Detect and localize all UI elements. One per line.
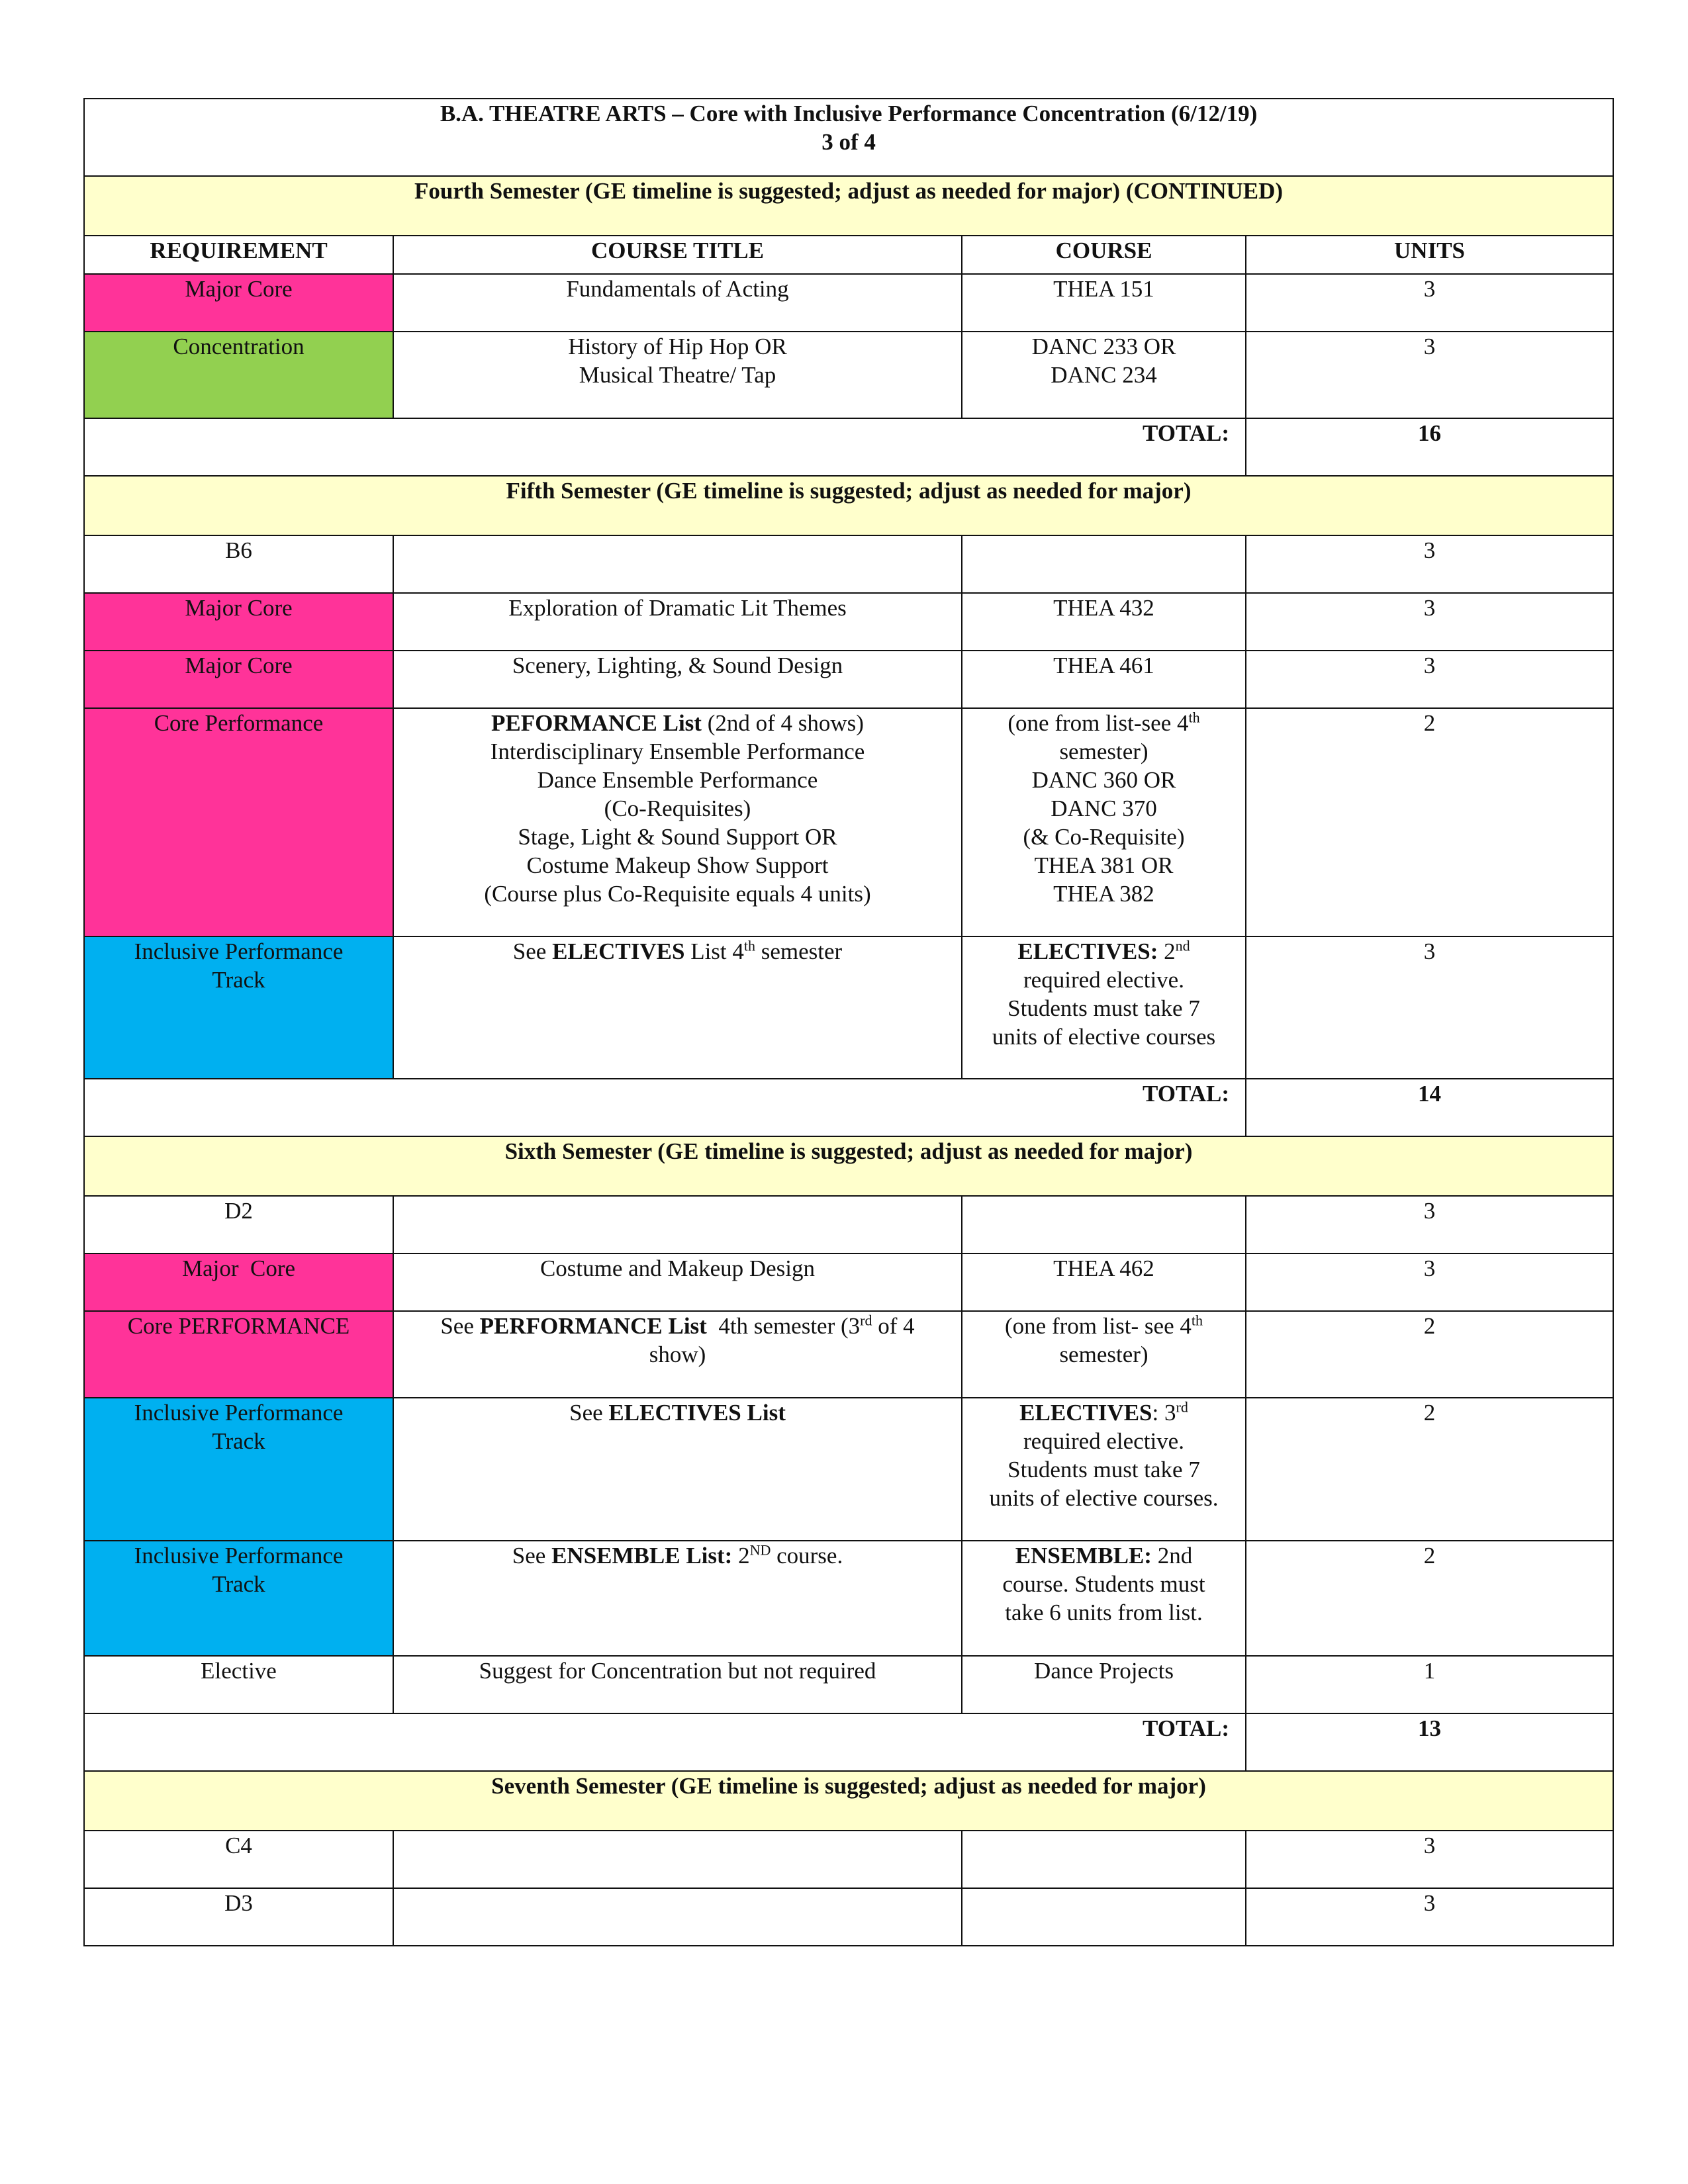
course-title-bold: ELECTIVES List — [608, 1400, 786, 1426]
course-title-bold: PEFORMANCE List — [491, 710, 702, 736]
course-cell: THEA 151 — [962, 274, 1246, 332]
table-row — [84, 1831, 1613, 1888]
course-cell: THEA 432 — [962, 593, 1246, 651]
page-number: 3 of 4 — [821, 129, 876, 155]
requirement-cell: Major Core — [84, 593, 393, 651]
units-cell: 3 — [1246, 535, 1613, 593]
course-title-cell — [393, 1888, 962, 1946]
course-title-end: course. — [771, 1543, 843, 1569]
course-cell — [962, 1398, 1246, 1541]
semester-heading: Seventh Semester (GE timeline is suggested; adjust as needed for major) — [84, 1771, 1613, 1831]
course-title-bold: PERFORMANCE List — [479, 1313, 707, 1339]
total-value: 16 — [1246, 418, 1613, 476]
requirement-text: Inclusive Performance Track — [134, 1400, 344, 1454]
course-title-bold: ENSEMBLE List: — [551, 1543, 733, 1569]
total-row — [84, 1713, 1613, 1771]
course-title-end: semester — [755, 938, 843, 964]
table-row — [84, 1398, 1613, 1541]
requirement-cell: B6 — [84, 535, 393, 593]
course-prefix: (one from list-see 4 — [1008, 710, 1189, 736]
table-row — [84, 651, 1613, 708]
course-cell — [962, 1311, 1246, 1398]
table-row — [84, 936, 1613, 1079]
course-prefix: (one from list- see 4 — [1005, 1313, 1192, 1339]
units-cell: 3 — [1246, 1253, 1613, 1311]
course-title-cell — [393, 936, 962, 1079]
requirement-cell: C4 — [84, 1831, 393, 1888]
course-prefix: : 3 — [1152, 1400, 1176, 1426]
course-cell — [962, 1831, 1246, 1888]
course-title-superscript: th — [743, 937, 756, 954]
units-cell: 3 — [1246, 651, 1613, 708]
course-title-cell — [393, 1541, 962, 1656]
course-title-cell: Scenery, Lighting, & Sound Design — [393, 651, 962, 708]
table-row — [84, 274, 1613, 332]
requirement-cell: Major Core — [84, 651, 393, 708]
course-cell: Dance Projects — [962, 1656, 1246, 1713]
course-cell — [962, 708, 1246, 936]
document-title-cell — [84, 99, 1613, 176]
semester-heading: Fifth Semester (GE timeline is suggested; adjust as needed for major) — [84, 476, 1613, 535]
requirement-text: Inclusive Performance Track — [134, 1543, 344, 1597]
course-cell: THEA 461 — [962, 651, 1246, 708]
course-title-cell: Suggest for Concentration but not required — [393, 1656, 962, 1713]
requirement-cell: Elective — [84, 1656, 393, 1713]
course-cell — [962, 936, 1246, 1079]
course-cell — [962, 535, 1246, 593]
course-title-cell: Costume and Makeup Design — [393, 1253, 962, 1311]
column-header-row — [84, 236, 1613, 274]
total-row — [84, 1079, 1613, 1136]
units-cell: 3 — [1246, 332, 1613, 418]
units-cell: 3 — [1246, 936, 1613, 1079]
course-title-middle: 4th semester (3 — [706, 1313, 861, 1339]
course-superscript: th — [1191, 1312, 1203, 1329]
course-title-first-line — [402, 1312, 953, 1340]
total-label: TOTAL: — [84, 1079, 1246, 1136]
course-title-superscript: ND — [749, 1541, 771, 1559]
course-title-prefix: See — [512, 1543, 552, 1569]
course-first-line — [970, 1398, 1237, 1427]
course-cell — [962, 1541, 1246, 1656]
course-first-line — [970, 1541, 1237, 1570]
units-cell: 2 — [1246, 1311, 1613, 1398]
requirement-cell: Core PERFORMANCE — [84, 1311, 393, 1398]
total-row — [84, 418, 1613, 476]
course-title-middle: List 4 — [684, 938, 744, 964]
semester-heading-row — [84, 1771, 1613, 1831]
course-text: DANC 233 OR DANC 234 — [1031, 334, 1176, 388]
semester-heading-row — [84, 476, 1613, 535]
table-row — [84, 1888, 1613, 1946]
total-label: TOTAL: — [84, 1713, 1246, 1771]
header-units: UNITS — [1246, 236, 1613, 274]
course-title-cell: Exploration of Dramatic Lit Themes — [393, 593, 962, 651]
course-title-superscript: rd — [860, 1312, 872, 1329]
table-row — [84, 1656, 1613, 1713]
curriculum-table — [83, 98, 1614, 1946]
units-cell: 2 — [1246, 1541, 1613, 1656]
header-requirement: REQUIREMENT — [84, 236, 393, 274]
table-row — [84, 1196, 1613, 1253]
table-row — [84, 1541, 1613, 1656]
course-title-prefix: See — [569, 1400, 609, 1426]
requirement-cell — [84, 1398, 393, 1541]
course-rest: course. Students must take 6 units from list. — [1002, 1571, 1205, 1625]
total-value: 14 — [1246, 1079, 1613, 1136]
course-superscript: th — [1188, 709, 1200, 726]
requirement-text: Inclusive Performance Track — [134, 938, 344, 993]
course-prefix: 2 — [1158, 938, 1176, 964]
table-row — [84, 593, 1613, 651]
table-row — [84, 332, 1613, 418]
header-course: COURSE — [962, 236, 1246, 274]
course-bold: ELECTIVES — [1019, 1400, 1152, 1426]
course-title-rest: Interdisciplinary Ensemble Performance Dance Ensemble Performance (Co-Requisites) Stage, Light & Sound Support OR Costume Makeup Show Support (Course plus Co-Requisite equals 4 units) — [484, 739, 871, 907]
course-superscript: nd — [1175, 937, 1190, 954]
semester-heading-row — [84, 176, 1613, 236]
semester-heading-row — [84, 1136, 1613, 1196]
units-cell: 2 — [1246, 1398, 1613, 1541]
table-row — [84, 708, 1613, 936]
total-label: TOTAL: — [84, 418, 1246, 476]
course-title-first-line — [402, 709, 953, 737]
units-cell: 3 — [1246, 1888, 1613, 1946]
course-cell: THEA 462 — [962, 1253, 1246, 1311]
course-bold: ENSEMBLE: — [1015, 1543, 1152, 1569]
header-course-title: COURSE TITLE — [393, 236, 962, 274]
requirement-cell: D2 — [84, 1196, 393, 1253]
units-cell: 1 — [1246, 1656, 1613, 1713]
course-bold: ELECTIVES: — [1017, 938, 1158, 964]
course-prefix: 2nd — [1151, 1543, 1193, 1569]
course-rest: required elective. Students must take 7 units of elective courses. — [989, 1428, 1219, 1511]
semester-heading: Sixth Semester (GE timeline is suggested; adjust as needed for major) — [84, 1136, 1613, 1196]
course-title-cell — [393, 1196, 962, 1253]
table-row — [84, 1311, 1613, 1398]
course-title-cell — [393, 708, 962, 936]
course-superscript: rd — [1176, 1398, 1188, 1416]
course-title-middle: 2 — [732, 1543, 750, 1569]
units-cell: 3 — [1246, 1831, 1613, 1888]
total-value: 13 — [1246, 1713, 1613, 1771]
requirement-cell: Core Performance — [84, 708, 393, 936]
title-row — [84, 99, 1613, 176]
course-title-bold: ELECTIVES — [552, 938, 685, 964]
units-cell: 3 — [1246, 274, 1613, 332]
document-title: B.A. THEATRE ARTS – Core with Inclusive Performance Concentration (6/12/19) — [440, 101, 1258, 126]
course-title-cell — [393, 332, 962, 418]
course-first-line — [970, 937, 1237, 966]
requirement-cell: Major Core — [84, 1253, 393, 1311]
requirement-cell — [84, 936, 393, 1079]
semester-heading: Fourth Semester (GE timeline is suggested; adjust as needed for major) (CONTINUED) — [84, 176, 1613, 236]
course-title-second-line: show) — [649, 1342, 706, 1367]
course-rest: semester) — [1059, 1342, 1149, 1367]
course-cell — [962, 332, 1246, 418]
course-title-suffix: (2nd of 4 shows) — [701, 710, 864, 736]
table-row — [84, 1253, 1613, 1311]
course-title-cell — [393, 1831, 962, 1888]
course-title-end: of 4 — [872, 1313, 915, 1339]
course-title-cell — [393, 535, 962, 593]
course-title-cell: Fundamentals of Acting — [393, 274, 962, 332]
requirement-cell: Concentration — [84, 332, 393, 418]
course-title-cell — [393, 1311, 962, 1398]
course-title-text: History of Hip Hop OR Musical Theatre/ Tap — [568, 334, 787, 388]
course-cell — [962, 1196, 1246, 1253]
course-first-line — [970, 1312, 1237, 1340]
course-first-line — [970, 709, 1237, 737]
units-cell: 3 — [1246, 1196, 1613, 1253]
units-cell: 3 — [1246, 593, 1613, 651]
requirement-cell: D3 — [84, 1888, 393, 1946]
course-cell — [962, 1888, 1246, 1946]
requirement-cell: Major Core — [84, 274, 393, 332]
course-title-prefix: See — [512, 938, 553, 964]
units-cell: 2 — [1246, 708, 1613, 936]
course-rest: required elective. Students must take 7 units of elective courses — [992, 967, 1216, 1050]
course-title-prefix: See — [440, 1313, 480, 1339]
course-title-cell — [393, 1398, 962, 1541]
requirement-cell — [84, 1541, 393, 1656]
course-rest: semester) DANC 360 OR DANC 370 (& Co-Requisite) THEA 381 OR THEA 382 — [1023, 739, 1185, 907]
table-row — [84, 535, 1613, 593]
